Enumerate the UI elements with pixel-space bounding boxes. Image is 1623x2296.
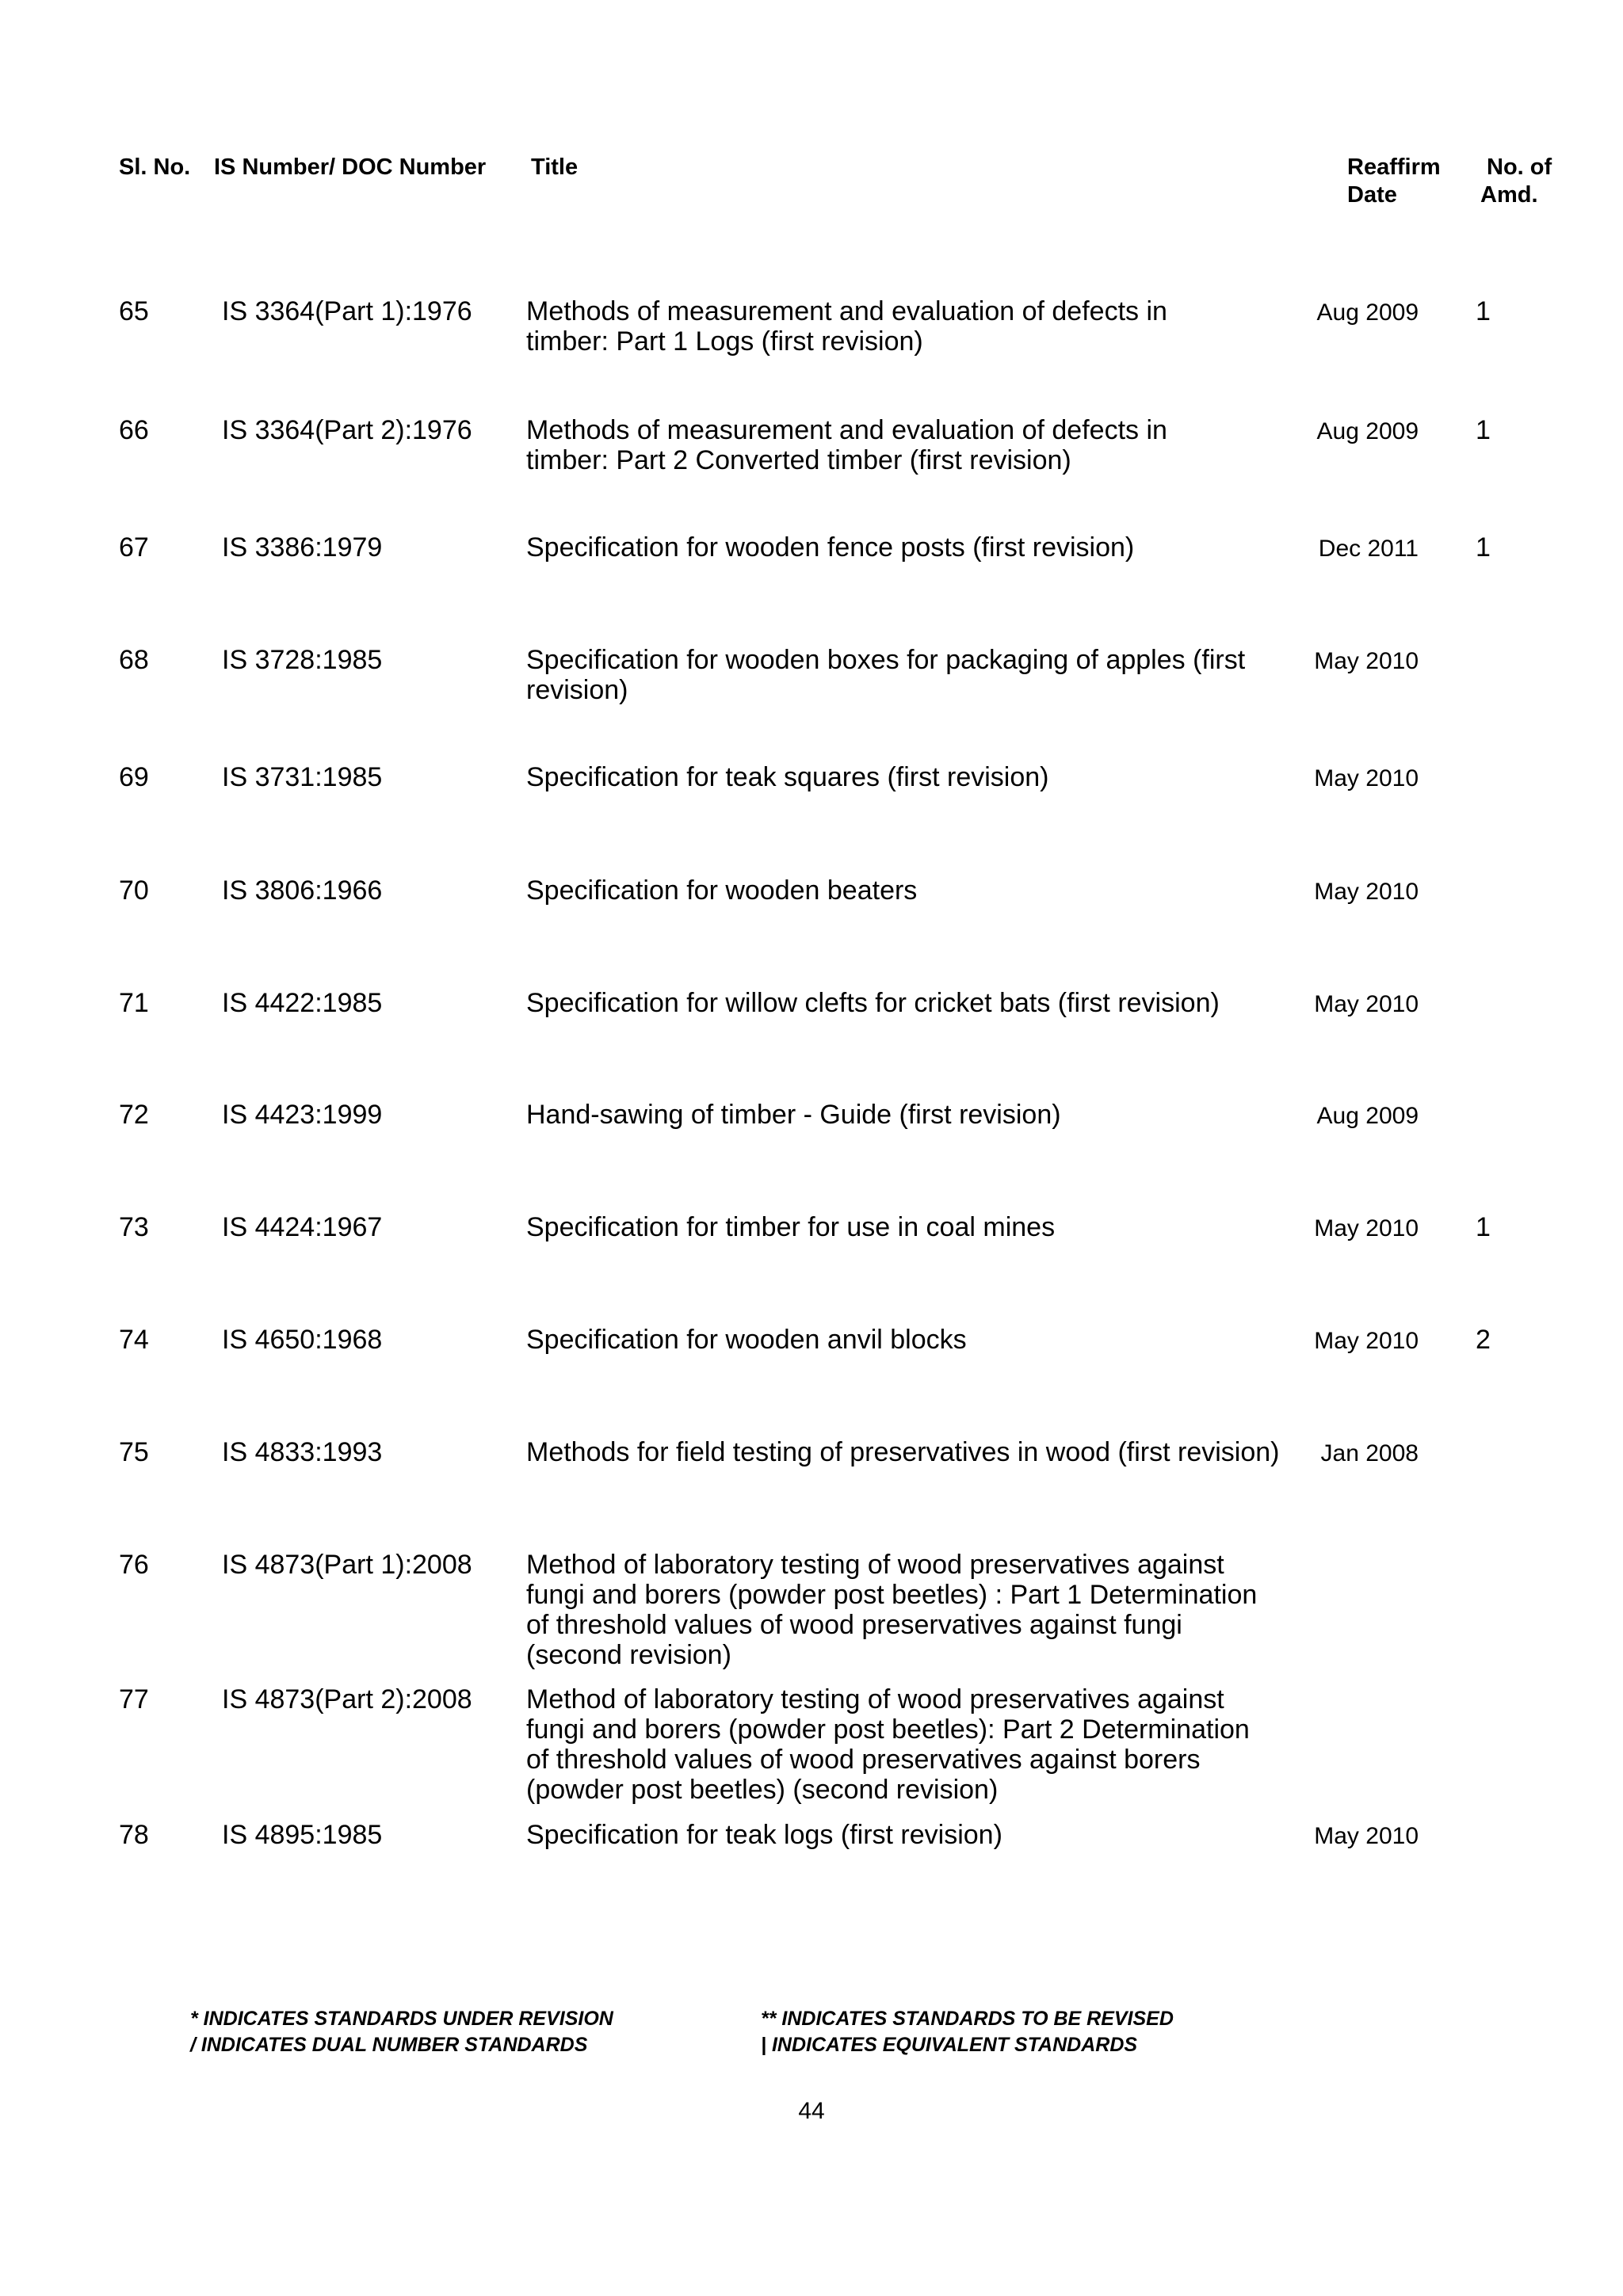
header-title: Title bbox=[531, 154, 579, 180]
row-amendments: 2 bbox=[1476, 1325, 1491, 1355]
row-reaffirm-date-text: Aug 2009 bbox=[1316, 299, 1419, 326]
row-is-number: IS 3386:1979 bbox=[222, 532, 383, 563]
row-reaffirm-date-text: Dec 2011 bbox=[1318, 536, 1419, 562]
row-reaffirm-date-text: May 2010 bbox=[1314, 765, 1419, 791]
row-is-number: IS 3364(Part 1):1976 bbox=[222, 296, 472, 326]
row-amendments: 1 bbox=[1476, 532, 1491, 563]
row-title: Specification for wooden fence posts (first revision) bbox=[526, 532, 1135, 563]
row-reaffirm-date-text: Aug 2009 bbox=[1316, 1103, 1419, 1129]
row-title: Specification for willow clefts for cricket bats (first revision) bbox=[526, 988, 1220, 1018]
row-sl-no: 68 bbox=[119, 645, 149, 675]
row-is-number: IS 4423:1999 bbox=[222, 1100, 383, 1130]
row-title: Hand-sawing of timber - Guide (first revision) bbox=[526, 1100, 1061, 1130]
row-sl-no: 67 bbox=[119, 532, 149, 563]
row-amendments: 1 bbox=[1476, 296, 1491, 326]
legend-to-be-revised: ** INDICATES STANDARDS TO BE REVISED bbox=[761, 2008, 1174, 2030]
row-title: Methods for field testing of preservatives in wood (first revision) bbox=[526, 1437, 1280, 1467]
row-title: Method of laboratory testing of wood preservatives against fungi and borers (powder post beetles) : Part 1 Determination of threshold values of wood preservatives against fungi (second revision) bbox=[526, 1550, 1258, 1670]
row-title: Specification for wooden anvil blocks bbox=[526, 1325, 967, 1355]
row-title: Specification for teak squares (first revision) bbox=[526, 762, 1049, 792]
row-amendments: 1 bbox=[1476, 1212, 1491, 1242]
row-is-number: IS 3364(Part 2):1976 bbox=[222, 415, 472, 445]
header-reaffirm-line2: Date bbox=[1347, 182, 1397, 208]
legend-right bbox=[761, 2006, 1174, 2058]
row-is-number: IS 4873(Part 2):2008 bbox=[222, 1684, 472, 1714]
row-sl-no: 70 bbox=[119, 875, 149, 906]
header-no-of-amd bbox=[1480, 154, 1552, 209]
row-is-number: IS 4833:1993 bbox=[222, 1437, 383, 1467]
row-sl-no: 78 bbox=[119, 1820, 149, 1850]
row-title: Specification for wooden beaters bbox=[526, 875, 918, 906]
header-sl-no: Sl. No. bbox=[119, 154, 191, 180]
row-reaffirm-date-text: May 2010 bbox=[1314, 1328, 1419, 1354]
row-sl-no: 72 bbox=[119, 1100, 149, 1130]
row-reaffirm-date-text: Jan 2008 bbox=[1320, 1440, 1419, 1466]
page-number: 44 bbox=[798, 2098, 825, 2124]
row-reaffirm-date-text: May 2010 bbox=[1314, 1823, 1419, 1849]
row-sl-no: 69 bbox=[119, 762, 149, 792]
row-sl-no: 66 bbox=[119, 415, 149, 445]
row-reaffirm-date-text: May 2010 bbox=[1314, 991, 1419, 1017]
row-is-number: IS 4895:1985 bbox=[222, 1820, 383, 1850]
row-title: Methods of measurement and evaluation of defects in timber: Part 2 Converted timber (first revision) bbox=[526, 415, 1167, 475]
row-sl-no: 77 bbox=[119, 1684, 149, 1714]
row-sl-no: 73 bbox=[119, 1212, 149, 1242]
row-sl-no: 76 bbox=[119, 1550, 149, 1580]
row-title: Methods of measurement and evaluation of defects in timber: Part 1 Logs (first revision) bbox=[526, 296, 1167, 357]
row-amendments: 1 bbox=[1476, 415, 1491, 445]
row-reaffirm-date-text: May 2010 bbox=[1314, 879, 1419, 905]
row-sl-no: 75 bbox=[119, 1437, 149, 1467]
row-is-number: IS 4424:1967 bbox=[222, 1212, 383, 1242]
row-reaffirm-date-text: May 2010 bbox=[1314, 1215, 1419, 1241]
row-is-number: IS 4873(Part 1):2008 bbox=[222, 1550, 472, 1580]
row-title: Specification for teak logs (first revision) bbox=[526, 1820, 1002, 1850]
row-sl-no: 71 bbox=[119, 988, 149, 1018]
row-title: Specification for wooden boxes for packaging of apples (first revision) bbox=[526, 645, 1246, 705]
row-reaffirm-date-text: May 2010 bbox=[1314, 648, 1419, 674]
row-is-number: IS 3728:1985 bbox=[222, 645, 383, 675]
header-amd-line2: Amd. bbox=[1480, 182, 1538, 208]
row-sl-no: 74 bbox=[119, 1325, 149, 1355]
row-reaffirm-date-text: Aug 2009 bbox=[1316, 418, 1419, 444]
row-is-number: IS 3806:1966 bbox=[222, 875, 383, 906]
legend-dual-number: / INDICATES DUAL NUMBER STANDARDS bbox=[190, 2034, 588, 2056]
legend-under-revision: * INDICATES STANDARDS UNDER REVISION bbox=[190, 2008, 613, 2030]
header-reaffirm-date bbox=[1347, 154, 1441, 209]
legend-equivalent: | INDICATES EQUIVALENT STANDARDS bbox=[761, 2034, 1138, 2056]
row-sl-no: 65 bbox=[119, 296, 149, 326]
legend-left bbox=[190, 2006, 613, 2058]
row-title: Specification for timber for use in coal mines bbox=[526, 1212, 1056, 1242]
row-is-number: IS 4650:1968 bbox=[222, 1325, 383, 1355]
header-is-number: IS Number/ DOC Number bbox=[214, 154, 487, 180]
header-reaffirm-line1: Reaffirm bbox=[1347, 154, 1441, 180]
row-is-number: IS 3731:1985 bbox=[222, 762, 383, 792]
row-title: Method of laboratory testing of wood preservatives against fungi and borers (powder post beetles): Part 2 Determination of threshold values of wood preservatives against borers (powder post beetles) (second revision) bbox=[526, 1684, 1250, 1805]
header-amd-line1: No. of bbox=[1487, 154, 1552, 180]
row-is-number: IS 4422:1985 bbox=[222, 988, 383, 1018]
